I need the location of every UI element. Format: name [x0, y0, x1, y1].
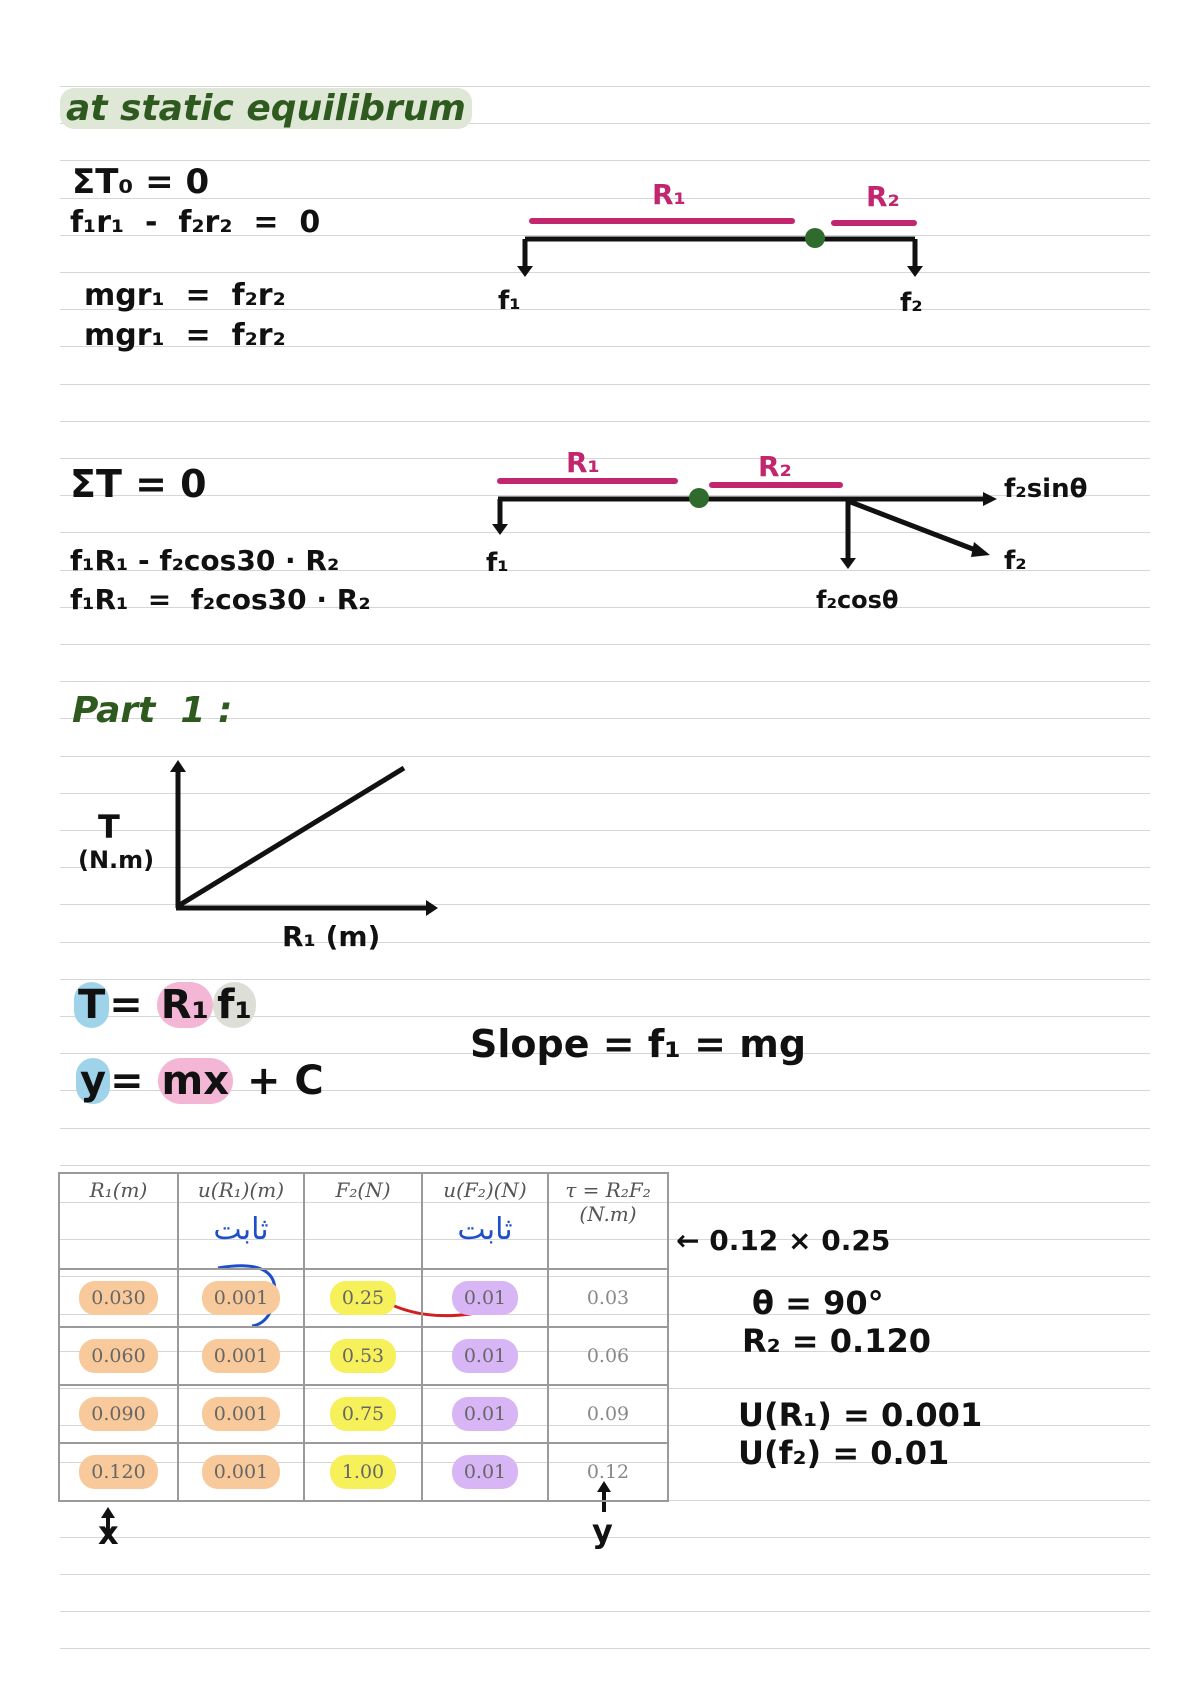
table-cell — [422, 1385, 548, 1443]
header-f2: F₂(N) — [304, 1173, 422, 1269]
y-axis-mark: y — [592, 1512, 613, 1550]
torque-formula — [74, 982, 256, 1028]
cell-value: 0.01 — [452, 1339, 518, 1373]
cell-value: 0.090 — [79, 1397, 157, 1431]
cell-value: 0.001 — [202, 1397, 280, 1431]
sum-torque-eq: ΣT₀ = 0 — [72, 162, 210, 202]
constant-note-1: ثابت — [213, 1212, 269, 1247]
table-cell — [178, 1385, 304, 1443]
header-u-f2: u(F₂)(N) ثابت — [422, 1173, 548, 1269]
constant-note-2: ثابت — [457, 1212, 513, 1247]
table-cell — [59, 1269, 178, 1327]
header-u-r1: u(R₁)(m) ثابت — [178, 1173, 304, 1269]
table-cell — [548, 1327, 668, 1385]
cell-value: 0.03 — [586, 1287, 630, 1309]
cos-torque-eq-2: f₁R₁ = f₂cos30 · R₂ — [70, 583, 371, 616]
diagram2-fsin-label: f₂sinθ — [1004, 474, 1088, 504]
calc-note: ← 0.12 × 0.25 — [676, 1224, 891, 1257]
table-cell — [548, 1385, 668, 1443]
x-axis-mark: x — [98, 1514, 119, 1552]
sum-torque-eq-2: ΣT = 0 — [70, 462, 207, 506]
table-cell — [304, 1327, 422, 1385]
diagram2-r1-label: R₁ — [566, 446, 600, 479]
cell-value: 0.030 — [79, 1281, 157, 1315]
cell-value: 0.09 — [586, 1403, 630, 1425]
graph-y-unit: (N.m) — [78, 846, 155, 874]
diagram1-f1-label: f₁ — [498, 286, 521, 316]
graph-y-label: T — [98, 808, 120, 846]
table-cell — [422, 1269, 548, 1327]
graph-x-label: R₁ (m) — [282, 920, 381, 953]
table-cell — [178, 1269, 304, 1327]
cell-value: 0.06 — [586, 1345, 630, 1367]
diagram2-fcos-label: f₂cosθ — [816, 586, 899, 614]
u-r1-note: U(R₁) = 0.001 — [738, 1396, 983, 1434]
table-cell — [422, 1327, 548, 1385]
lever-diagram-1 — [517, 221, 923, 277]
formula-eq2: = — [110, 1058, 144, 1104]
cell-value: 0.75 — [330, 1397, 396, 1431]
table-cell — [304, 1269, 422, 1327]
cell-value: 0.53 — [330, 1339, 396, 1373]
formula-mx: mx — [158, 1058, 233, 1104]
diagram2-f1-label: f₁ — [486, 548, 509, 578]
cell-value: 1.00 — [330, 1455, 396, 1489]
diagram1-r1-label: R₁ — [652, 178, 686, 211]
page-title: at static equilibrum — [66, 88, 466, 129]
table-cell — [59, 1385, 178, 1443]
formula-eq: = — [109, 982, 143, 1028]
table-cell — [304, 1385, 422, 1443]
u-f2-note: U(f₂) = 0.01 — [738, 1434, 950, 1472]
table-cell — [59, 1443, 178, 1501]
diagram1-r2-label: R₂ — [866, 180, 900, 213]
cell-value: 0.001 — [202, 1455, 280, 1489]
formula-r1: R₁ — [157, 982, 213, 1028]
torque-graph — [170, 760, 438, 916]
table-cell — [178, 1327, 304, 1385]
diagram1-f2-label: f₂ — [900, 288, 923, 318]
cell-value: 0.01 — [452, 1455, 518, 1489]
r2-note: R₂ = 0.120 — [742, 1322, 931, 1360]
mgr-eq-2: mgr₁ = f₂r₂ — [84, 318, 286, 353]
table-row — [59, 1385, 668, 1443]
table-cell — [422, 1443, 548, 1501]
table-row — [59, 1443, 668, 1501]
cell-value: 0.120 — [79, 1455, 157, 1489]
lever-diagram-2 — [492, 481, 997, 569]
table-row — [59, 1269, 668, 1327]
mgr-eq-1: mgr₁ = f₂r₂ — [84, 278, 286, 313]
formula-t: T — [74, 982, 109, 1028]
part-heading: Part 1 : — [72, 690, 233, 731]
table-row — [59, 1327, 668, 1385]
data-table — [58, 1172, 669, 1502]
cell-value: 0.001 — [202, 1281, 280, 1315]
theta-note: θ = 90° — [752, 1284, 884, 1322]
cell-value: 0.01 — [452, 1397, 518, 1431]
slope-formula: Slope = f₁ = mg — [470, 1022, 807, 1066]
header-tau: τ = R₂F₂ (N.m) — [548, 1173, 668, 1269]
cell-value: 0.01 — [452, 1281, 518, 1315]
cell-value: 0.001 — [202, 1339, 280, 1373]
cell-value: 0.25 — [330, 1281, 396, 1315]
table-cell — [304, 1443, 422, 1501]
torque-balance-eq: f₁r₁ - f₂r₂ = 0 — [70, 205, 321, 240]
table-cell — [548, 1269, 668, 1327]
cell-value: 0.12 — [586, 1461, 630, 1483]
table-cell — [548, 1443, 668, 1501]
formula-y: y — [76, 1058, 110, 1104]
table-cell — [59, 1327, 178, 1385]
header-r1: R₁(m) — [59, 1173, 178, 1269]
table-cell — [178, 1443, 304, 1501]
diagram2-r2-label: R₂ — [758, 450, 792, 483]
cos-torque-eq-1: f₁R₁ - f₂cos30 · R₂ — [70, 544, 340, 577]
linear-formula — [76, 1058, 324, 1104]
formula-plus-c: + C — [246, 1058, 324, 1104]
cell-value: 0.060 — [79, 1339, 157, 1373]
diagram2-f2-label: f₂ — [1004, 546, 1027, 576]
formula-f1: f₁ — [213, 982, 256, 1028]
table-header-row — [59, 1173, 668, 1269]
